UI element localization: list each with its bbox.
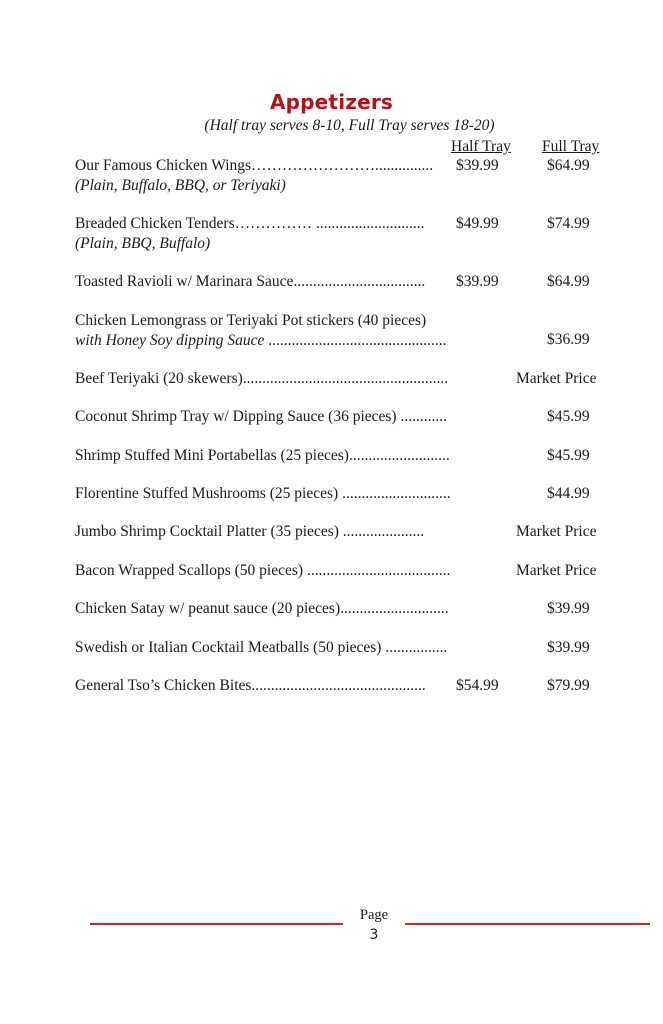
price-full-tray: $45.99 bbox=[547, 408, 590, 425]
price-full-tray: $64.99 bbox=[547, 157, 590, 174]
leader-dots: ............................ bbox=[340, 600, 449, 617]
price-full-tray: $64.99 bbox=[547, 273, 590, 290]
menu-item bbox=[75, 214, 424, 254]
price-half-tray: $54.99 bbox=[456, 677, 499, 694]
price-full-tray: Market Price bbox=[516, 562, 597, 579]
item-name: General Tso’s Chicken Bites bbox=[75, 677, 252, 694]
item-name: Coconut Shrimp Tray w/ Dipping Sauce (36 pieces) bbox=[75, 408, 397, 425]
footer-rule-right bbox=[405, 923, 650, 925]
section-title: Appetizers bbox=[269, 90, 394, 114]
leader-dots: …………… ............................ bbox=[234, 215, 425, 232]
menu-item bbox=[75, 638, 447, 658]
item-name: Jumbo Shrimp Cocktail Platter (35 pieces) bbox=[75, 523, 339, 540]
menu-item bbox=[75, 484, 451, 504]
item-name: Chicken Satay w/ peanut sauce (20 pieces) bbox=[75, 600, 341, 617]
menu-item bbox=[75, 272, 425, 292]
menu-item bbox=[75, 311, 447, 351]
price-full-tray: $45.99 bbox=[547, 447, 590, 464]
menu-item bbox=[75, 407, 447, 427]
menu-item bbox=[75, 369, 448, 389]
page-number: 3 bbox=[369, 927, 379, 943]
price-full-tray: $44.99 bbox=[547, 485, 590, 502]
leader-dots: ............ bbox=[396, 408, 447, 425]
item-options: (Plain, BBQ, Buffalo) bbox=[75, 235, 211, 252]
leader-dots: ……………………............... bbox=[251, 157, 434, 174]
menu-item bbox=[75, 676, 426, 696]
menu-item bbox=[75, 522, 424, 542]
leader-dots: ................ bbox=[381, 639, 448, 656]
item-name: Toasted Ravioli w/ Marinara Sauce bbox=[75, 273, 294, 290]
serving-note: (Half tray serves 8-10, Full Tray serves 18-20) bbox=[204, 117, 495, 134]
item-name: Breaded Chicken Tenders bbox=[75, 215, 235, 232]
item-name: Shrimp Stuffed Mini Portabellas (25 pieces) bbox=[75, 447, 349, 464]
price-full-tray: $74.99 bbox=[547, 215, 590, 232]
column-header-half-tray: Half Tray bbox=[451, 138, 511, 155]
leader-dots: .......................... bbox=[348, 447, 450, 464]
leader-dots: ............................................. bbox=[251, 677, 426, 694]
menu-item bbox=[75, 156, 433, 196]
leader-dots: ............................ bbox=[338, 485, 451, 502]
price-half-tray: $49.99 bbox=[456, 215, 499, 232]
item-options bbox=[75, 331, 447, 351]
price-full-tray: $79.99 bbox=[547, 677, 590, 694]
menu-item bbox=[75, 561, 450, 581]
price-full-tray: $39.99 bbox=[547, 639, 590, 656]
item-name: Florentine Stuffed Mushrooms (25 pieces) bbox=[75, 485, 339, 502]
leader-dots: ..................... bbox=[338, 523, 425, 540]
column-header-full-tray: Full Tray bbox=[542, 138, 600, 155]
page-label: Page bbox=[359, 907, 389, 923]
item-name: Chicken Lemongrass or Teriyaki Pot stickers (40 pieces) bbox=[75, 312, 427, 329]
item-options: (Plain, Buffalo, BBQ, or Teriyaki) bbox=[75, 177, 286, 194]
price-full-tray: $39.99 bbox=[547, 600, 590, 617]
leader-dots: ..................................................... bbox=[242, 370, 449, 387]
item-options-text: with Honey Soy dipping Sauce bbox=[75, 332, 265, 349]
item-name: Bacon Wrapped Scallops (50 pieces) bbox=[75, 562, 304, 579]
price-full-tray: Market Price bbox=[516, 523, 597, 540]
price-half-tray: $39.99 bbox=[456, 273, 499, 290]
price-full-tray: Market Price bbox=[516, 370, 597, 387]
price-full-tray: $36.99 bbox=[547, 331, 590, 348]
item-name: Beef Teriyaki (20 skewers) bbox=[75, 370, 243, 387]
menu-item bbox=[75, 446, 450, 466]
item-name: Swedish or Italian Cocktail Meatballs (50 pieces) bbox=[75, 639, 382, 656]
item-name: Our Famous Chicken Wings bbox=[75, 157, 252, 174]
leader-dots: .................................. bbox=[293, 273, 426, 290]
leader-dots: .............................................. bbox=[264, 332, 447, 349]
footer-rule-left bbox=[90, 923, 343, 925]
leader-dots: ..................................... bbox=[303, 562, 451, 579]
menu-item bbox=[75, 599, 449, 619]
price-half-tray: $39.99 bbox=[456, 157, 499, 174]
